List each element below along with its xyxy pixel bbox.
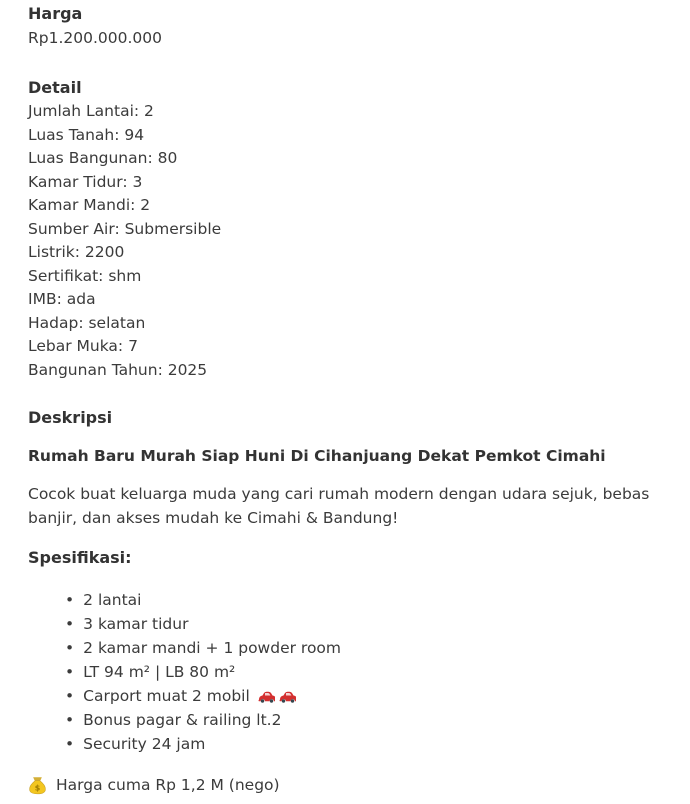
spec-item (65, 660, 665, 684)
spec-item-label: 3 kamar tidur (83, 615, 189, 633)
detail-item: Sertifikat: shm (28, 266, 142, 285)
spec-item-label: 2 kamar mandi + 1 powder room (83, 639, 342, 657)
harga-heading: Harga (28, 4, 83, 23)
listing-title: Rumah Baru Murah Siap Huni Di Cihanjuang Dekat Pemkot Cimahi (28, 447, 606, 465)
detail-item: Luas Tanah: 94 (28, 125, 145, 144)
detail-item: Kamar Mandi: 2 (28, 196, 151, 214)
detail-item: IMB: ada (28, 290, 96, 308)
detail-item: Sumber Air: Submersible (28, 219, 222, 238)
spec-item (65, 636, 665, 660)
svg-text:$: $ (34, 782, 41, 792)
deskripsi-heading: Deskripsi (28, 408, 113, 427)
detail-item: Hadap: selatan (28, 313, 146, 332)
detail-item: Luas Bangunan: 80 (28, 149, 178, 167)
money-bag-icon (28, 776, 47, 795)
car-icon (257, 690, 275, 703)
detail-item: Lebar Muka: 7 (28, 337, 138, 355)
bullet: • (65, 639, 75, 657)
bullet: • (65, 615, 75, 633)
spec-item-label: 2 lantai (83, 591, 142, 609)
spec-list (28, 588, 665, 756)
price-note (28, 772, 665, 798)
listing-description: Cocok buat keluarga muda yang cari rumah modern dengan udara sejuk, bebas banjir, dan akses mudah ke Cimahi & Bandung! (28, 485, 650, 527)
spec-item-label: Bonus pagar & railing lt.2 (83, 711, 282, 729)
detail-item: Kamar Tidur: 3 (28, 172, 143, 191)
spec-item-label: Carport muat 2 mobil (83, 687, 250, 705)
spec-item-label: LT 94 m² | LB 80 m² (83, 663, 236, 681)
spec-item (65, 732, 665, 756)
spesifikasi-heading: Spesifikasi: (28, 548, 132, 567)
spec-item-label: Security 24 jam (83, 735, 206, 753)
price-note-text: Harga cuma Rp 1,2 M (nego) (56, 776, 280, 794)
bullet: • (65, 711, 75, 729)
detail-heading: Detail (28, 78, 82, 97)
detail-list (28, 100, 665, 382)
bullet: • (65, 663, 75, 681)
bullet: • (65, 687, 75, 705)
spec-item (65, 708, 665, 732)
bullet: • (65, 591, 75, 609)
harga-value: Rp1.200.000.000 (28, 29, 163, 47)
detail-item: Jumlah Lantai: 2 (28, 102, 154, 120)
spec-item (65, 684, 665, 708)
spec-item (65, 588, 665, 612)
detail-item: Listrik: 2200 (28, 243, 125, 261)
bullet: • (65, 735, 75, 753)
detail-item: Bangunan Tahun: 2025 (28, 360, 208, 379)
car-icon (278, 690, 296, 703)
carport-icons (257, 690, 296, 703)
spec-item (65, 612, 665, 636)
